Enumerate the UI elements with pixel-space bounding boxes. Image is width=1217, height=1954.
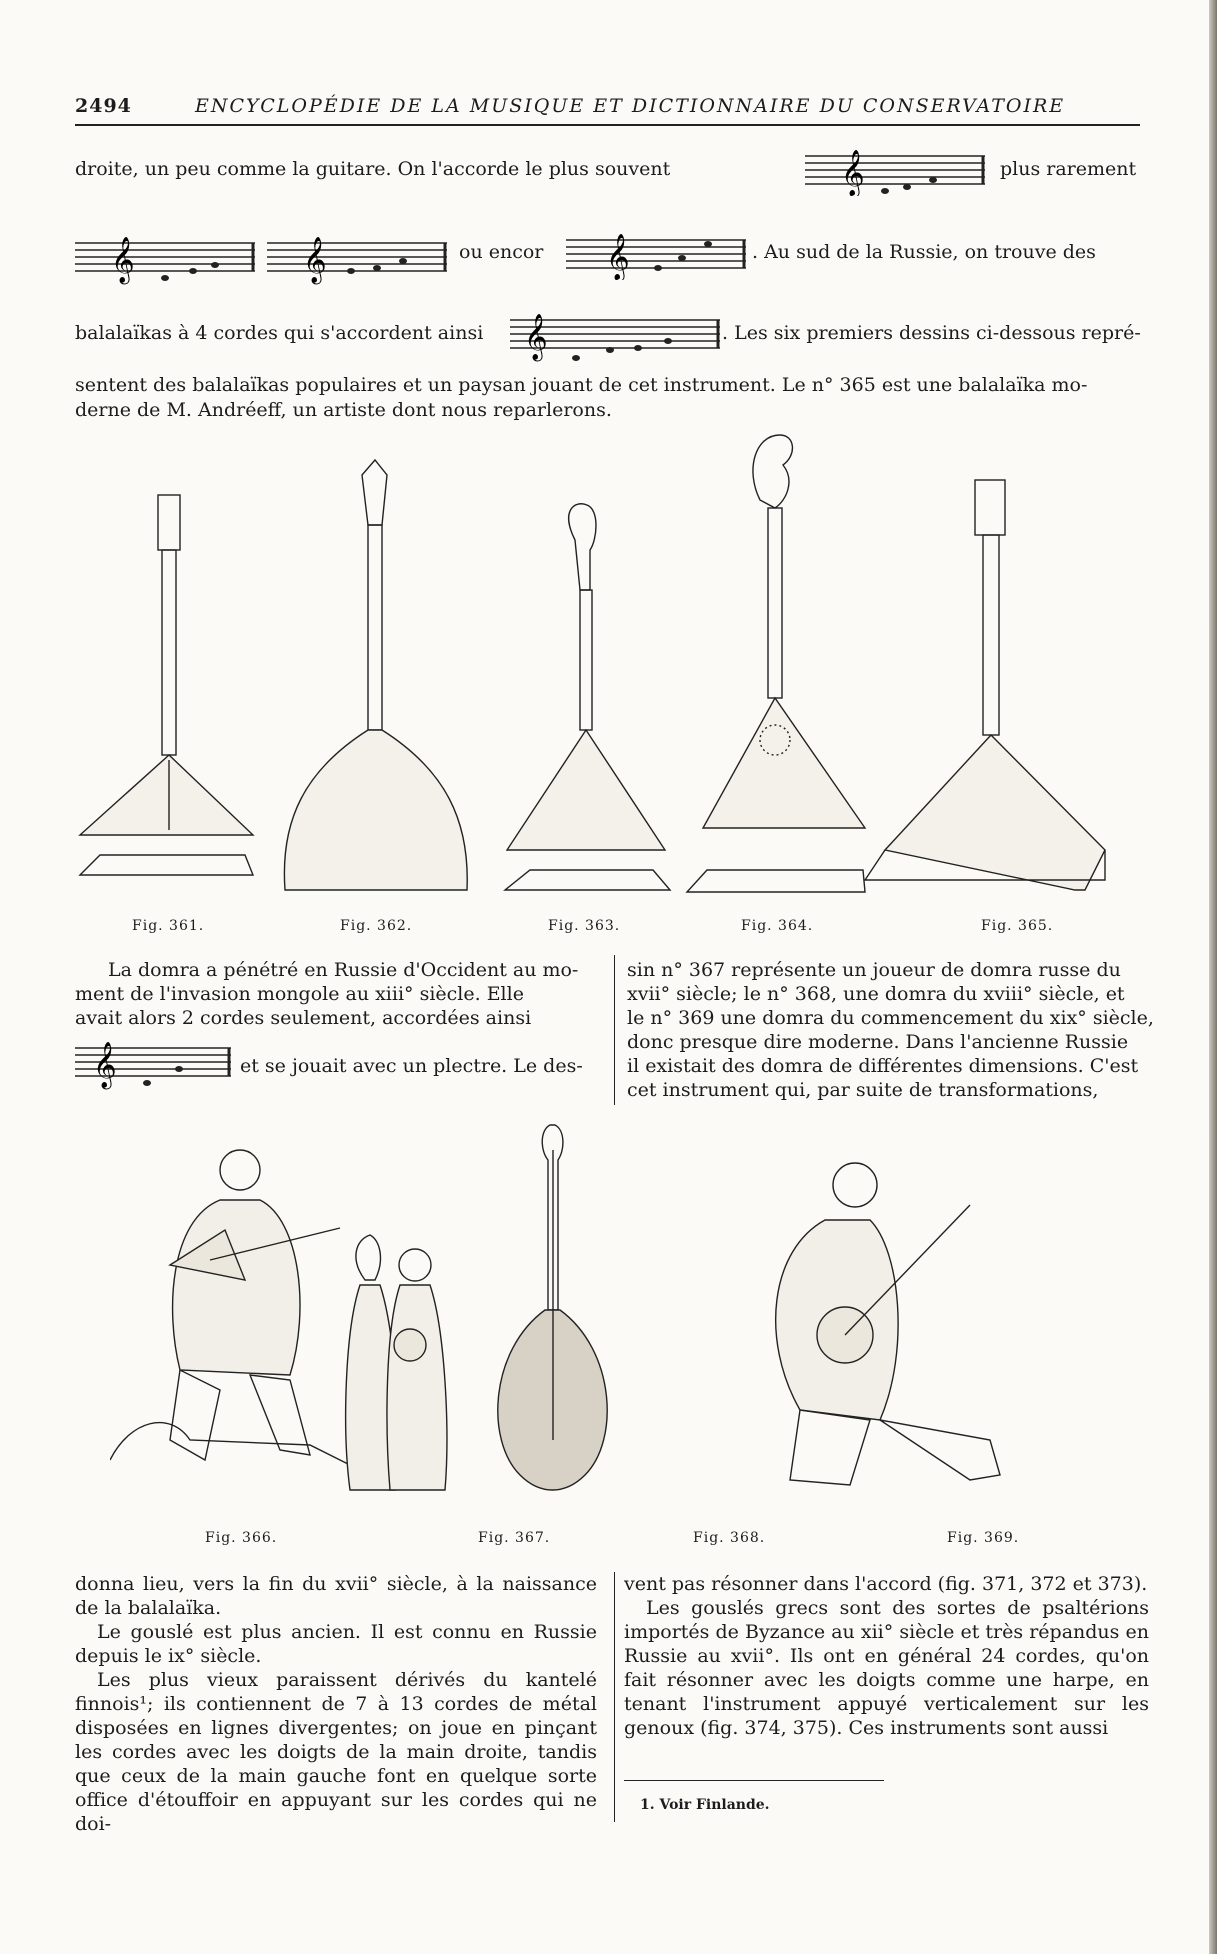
bottom-left-p3: Les plus vieux paraissent dérivés du kantelé finnois¹; ils contiennent de 7 à 13 cordes de métal disposées en lignes divergentes; on joue en pinçant les cordes avec les doigts de la main droite, tandis que ceux de la main gauche font en quelque sorte office d'étouffoir en appuyant sur les cordes qui ne doi- — [75, 1669, 597, 1835]
balalaika-364 — [687, 435, 865, 892]
mid-right-l1: sin n° 367 représente un joueur de domra russe du — [627, 959, 1121, 981]
fig-365-caption: Fig. 365. — [981, 918, 1054, 934]
svg-text:𝄞: 𝄞 — [303, 237, 327, 283]
page-edge — [1209, 0, 1217, 1954]
column-rule — [614, 1572, 615, 1822]
intro-line-5: derne de M. Andréeff, un artiste dont nous reparlerons. — [75, 399, 612, 421]
mid-left-l4: et se jouait avec un plectre. Le des- — [240, 1055, 583, 1077]
fig-366-caption: Fig. 366. — [205, 1530, 278, 1546]
fig-368-caption: Fig. 368. — [693, 1530, 766, 1546]
mid-right-l5: il existait des domra de différentes dimensions. C'est — [627, 1055, 1139, 1077]
two-figures-367 — [346, 1235, 447, 1490]
intro-line-4: sentent des balalaïkas populaires et un paysan jouant de cet instrument. Le n° 365 est une balalaïka mo- — [75, 374, 1088, 396]
music-staff — [267, 235, 447, 285]
balalaika-362 — [284, 460, 467, 890]
intro-line-2a: ou encor — [459, 241, 544, 263]
bottom-left-p1: donna lieu, vers la fin du xvii° siècle, à la naissance de la balalaïka. — [75, 1573, 597, 1619]
intro-line-3b: . Les six premiers dessins ci-dessous repré- — [722, 322, 1141, 344]
balalaika-365 — [865, 480, 1105, 890]
fig-363-caption: Fig. 363. — [548, 918, 621, 934]
domra-illustrations — [110, 1110, 1110, 1530]
music-staff — [75, 1040, 235, 1090]
mid-left-l2: ment de l'invasion mongole au xiii° siècle. Elle — [75, 983, 524, 1005]
balalaika-361 — [80, 495, 253, 875]
balalaika-363 — [505, 504, 670, 890]
bottom-right-p2: Les gouslés grecs sont des sortes de psaltérions importés de Byzance au xii° siècle et très répandus en Russie au xvii°. Ils ont en général 24 cordes, qu'on fait résonner avec les doigts comme une harpe, en tenant l'instrument appuyé verticalement sur les genoux (fig. 374, 375). Ces instruments sont aussi — [624, 1597, 1149, 1739]
svg-text:𝄞: 𝄞 — [606, 234, 630, 280]
intro-line-3a: balalaïkas à 4 cordes qui s'accordent ainsi — [75, 322, 484, 344]
mid-left-l1: La domra a pénétré en Russie d'Occident au mo- — [108, 959, 579, 981]
intro-line-1a: droite, un peu comme la guitare. On l'accorde le plus souvent — [75, 158, 671, 180]
bottom-left-column — [75, 1572, 597, 1836]
running-title: ENCYCLOPÉDIE DE LA MUSIQUE ET DICTIONNAIRE DU CONSERVATOIRE — [195, 95, 1066, 117]
intro-line-2b: . Au sud de la Russie, on trouve des — [752, 241, 1096, 263]
bottom-left-p2: Le gouslé est plus ancien. Il est connu en Russie depuis le ix° siècle. — [75, 1621, 597, 1667]
mid-right-l4: donc presque dire moderne. Dans l'ancienne Russie — [627, 1031, 1129, 1053]
bottom-right-column — [624, 1572, 1149, 1740]
standing-player-369 — [776, 1163, 1000, 1485]
mid-left-l3: avait alors 2 cordes seulement, accordées ainsi — [75, 1007, 532, 1029]
svg-text:𝄞: 𝄞 — [93, 1042, 117, 1088]
fig-369-caption: Fig. 369. — [947, 1530, 1020, 1546]
column-rule — [614, 955, 615, 1105]
balalaika-illustrations — [75, 430, 1155, 900]
fig-362-caption: Fig. 362. — [340, 918, 413, 934]
svg-text:𝄞: 𝄞 — [524, 314, 548, 360]
bottom-right-p1: vent pas résonner dans l'accord (fig. 371, 372 et 373). — [624, 1573, 1148, 1595]
music-staff — [75, 235, 255, 285]
fig-361-caption: Fig. 361. — [132, 918, 205, 934]
seated-player-366 — [110, 1150, 350, 1465]
domra-368 — [498, 1125, 607, 1490]
page-number: 2494 — [75, 95, 132, 117]
music-staff — [566, 230, 746, 280]
mid-right-l2: xvii° siècle; le n° 368, une domra du xviii° siècle, et — [627, 983, 1125, 1005]
mid-right-l3: le n° 369 une domra du commencement du xix° siècle, — [627, 1007, 1154, 1029]
footnote: 1. Voir Finlande. — [640, 1797, 770, 1813]
header-rule — [75, 124, 1140, 126]
footnote-rule — [624, 1780, 884, 1781]
music-staff — [805, 146, 985, 196]
fig-367-caption: Fig. 367. — [478, 1530, 551, 1546]
svg-text:𝄞: 𝄞 — [111, 237, 135, 283]
intro-line-1b: plus rarement — [1000, 158, 1137, 180]
fig-364-caption: Fig. 364. — [741, 918, 814, 934]
mid-right-l6: cet instrument qui, par suite de transformations, — [627, 1079, 1099, 1101]
svg-text:𝄞: 𝄞 — [841, 150, 865, 196]
music-staff — [510, 306, 722, 366]
